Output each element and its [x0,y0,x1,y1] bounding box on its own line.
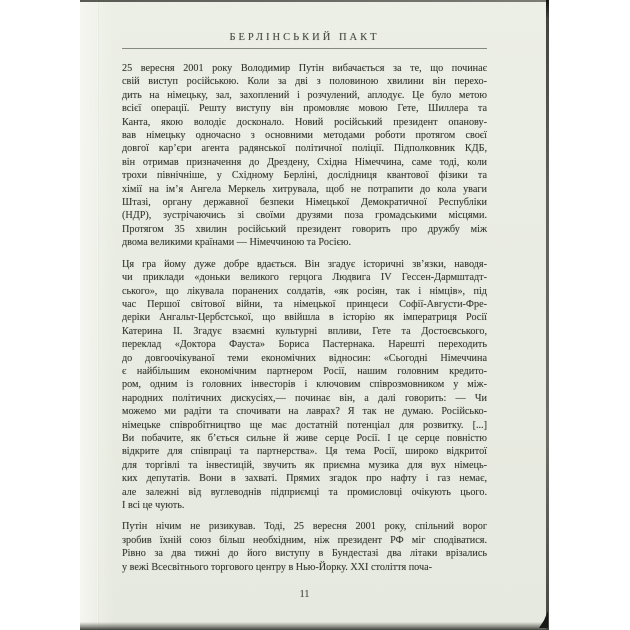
text-line: народних політичних дискусіях,— починає він, а далі говорить: — Чи [122,392,487,404]
text-line: (НДР), зустрічаючись зі своїми друзями поза громадськими місцями. [122,210,487,222]
text-line: двома великими країнами — Німеччиною та Росією. [122,237,352,249]
text-line: І всі це чують. [122,500,185,511]
text-line: Ця гра йому дуже добре вдається. Він згадує історичні зв’язки, наводя- [122,258,487,270]
text-line: зробив їхній союз більш необхідним, ніж президент РФ міг сподіватися. [122,534,487,546]
text-line: деріки Ангальт-Цербстської, що ввійшла в історію як імператриця Росії [122,312,487,324]
scan-edge-right [546,0,549,630]
page-gutter-crease [97,0,99,630]
text-line: до довгоочікуваної теми економічних відносин: «Сьогодні Німеччина [122,352,487,364]
scan-edge-top [80,0,549,2]
text-line: переклад «Доктора Фауста» Бориса Пастернака. Нарешті переходить [122,339,487,351]
body-text [122,62,487,574]
page-number: 11 [299,589,310,601]
text-line: німецьке співробітництво ще має достатній потенціал для розвитку. [...] [122,419,487,431]
paragraph [122,62,487,250]
text-column [122,0,487,601]
text-line: дить на німецьку, зал, захоплений і розчулений, аплодує. Це було метою [122,89,487,101]
running-head: БЕРЛІНСЬКИЙ ПАКТ [229,32,380,43]
paragraph [122,520,487,574]
text-line: ського», що лікувала поранених солдатів, «як росіян, так і німців», під [122,285,487,297]
text-line: Протягом 35 хвилин російський президент говорить про дружбу між [122,223,487,235]
text-line: ких депутатів. Вони в захваті. Прямих згадок про нафту і газ немає, [122,473,487,485]
text-line: довгої кар’єри агента радянської політичної поліції. Підполковник КДБ, [122,143,487,155]
text-line: Штазі, органу державної безпеки Німецької Демократичної Республіки [122,197,487,209]
text-line: у вежі Всесвітнього торгового центру в Нью-Йорку. XXI століття поча- [122,561,433,573]
text-line: Рівно за два тижні до його виступу в Бундестазі два літаки врізались [122,548,487,560]
text-line: хімії на ім’я Ангела Меркель хитрувала, щоб не потрапити до кола уваги [122,183,487,195]
text-line: вав німецьку одночасно з основними методами роботи протягом своєї [122,130,487,142]
text-line: відкрите для співпраці та партнерства». Ця тема Росії, широко відкритої [122,446,487,458]
book-page [80,0,549,630]
text-line: є найбільшим економічним партнером Росії, нашим головним кредито- [122,365,487,377]
text-line: 25 вересня 2001 року Володимир Путін вибачається за те, що починає [122,63,487,74]
text-line: Канта, якою володіє досконало. Новий російський президент опанову- [122,116,487,128]
text-line: час Першої світової війни, та німецької принцеси Софії-Августи-Фре- [122,298,487,310]
text-line: він отримав призначення до Дрездену, Східна Німеччина, саме тоді, коли [122,156,487,168]
scan-edge-bottom [80,622,549,630]
paragraph [122,258,487,513]
text-line: для торгівлі та інвестицій, звучить як приємна музика для вух німець- [122,459,487,471]
text-line: трохи північніше, у Східному Берліні, дослідниця квантової фізики та [122,170,487,182]
header-rule [122,48,487,49]
text-line: Ви побачите, як б’ється сильне й живе серце Росії. І це серце повністю [122,432,487,444]
text-line: свій виступ російською. Коли за дві з половиною хвилини він перехо- [122,76,487,88]
text-line: Катерина II. Згадує взаємні культурні впливи, Гете та Достоєвського, [122,325,487,337]
text-line: чи приклади «доньки великого герцога Людвига IV Гессен-Дармштадт- [122,272,487,284]
text-line: Путін нічим не ризикував. Тоді, 25 вересня 2001 року, спільний ворог [122,521,487,533]
text-line: можемо ми радіти та спочивати на лаврах? Я так не думаю. Російсько- [122,406,487,418]
text-line: ром, одним із головних інвесторів і ключовим співрозмовником у між- [122,379,487,391]
text-line: але залежні від вуглеводнів підприємці та промисловці очікують цього. [122,486,487,498]
text-line: всієї операції. Решту виступу він промовляє мовою Гете, Шиллера та [122,103,487,115]
